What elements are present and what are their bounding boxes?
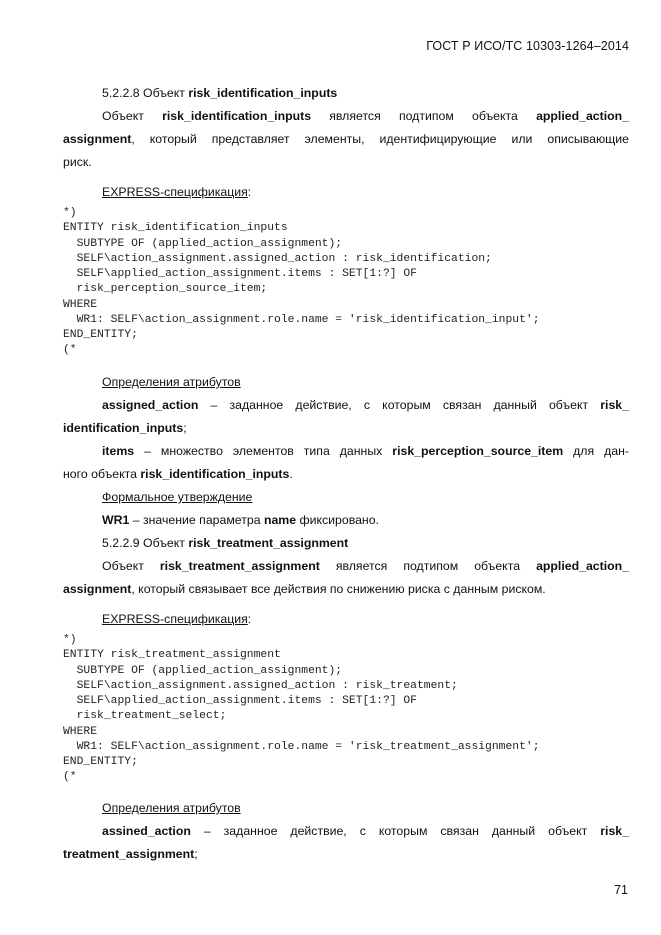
text: – значение параметра xyxy=(129,513,264,527)
paragraph-line xyxy=(63,581,629,597)
heading-entity-name: risk_identification_inputs xyxy=(188,86,338,100)
heading-number: 5.2.2.9 Объект xyxy=(102,536,189,550)
entity-name: assignment xyxy=(63,132,132,146)
attribute-name: assigned_action xyxy=(102,398,199,412)
text: – множество элементов типа данных xyxy=(134,444,393,458)
type-name: risk_perception_source_item xyxy=(392,444,564,458)
express-spec-label xyxy=(102,184,629,200)
entity-name: identification_inputs xyxy=(63,421,184,435)
attribute-name: items xyxy=(102,444,135,458)
text: является подтипом объекта xyxy=(319,559,537,573)
text: является подтипом объекта xyxy=(311,109,537,123)
attribute-definition-cont xyxy=(63,466,629,482)
text: ; xyxy=(194,847,198,861)
section-heading-5-2-2-9 xyxy=(102,535,629,551)
text: , который представляет элементы, идентифицирующие или описывающие xyxy=(131,132,629,146)
text: – заданное действие, с которым связан данный объект xyxy=(198,398,601,412)
heading-number: 5.2.2.8 Объект xyxy=(102,86,189,100)
rule-definition xyxy=(102,512,629,528)
paragraph-line: риск. xyxy=(63,155,92,169)
heading-entity-name: risk_treatment_assignment xyxy=(188,536,349,550)
text: . xyxy=(289,467,293,481)
entity-name: applied_action_ xyxy=(536,109,629,123)
attribute-definition xyxy=(102,823,629,839)
page-number: 71 xyxy=(614,883,628,897)
text: фиксировано. xyxy=(296,513,379,527)
text: – заданное действие, с которым связан данный объект xyxy=(190,824,601,838)
entity-name: risk_treatment_assignment xyxy=(159,559,320,573)
parameter-name: name xyxy=(263,513,297,527)
entity-name: risk_identification_inputs xyxy=(162,109,312,123)
paragraph-line xyxy=(102,558,629,574)
text: Объект xyxy=(102,559,160,573)
paragraph-line xyxy=(102,108,629,124)
text: ного объекта xyxy=(63,467,141,481)
attribute-definition xyxy=(102,397,629,413)
attribute-name: assined_action xyxy=(102,824,191,838)
colon: : xyxy=(247,185,252,199)
entity-name: risk_ xyxy=(600,398,629,412)
entity-name: applied_action_ xyxy=(536,559,629,573)
entity-name: risk_identification_inputs xyxy=(140,467,290,481)
entity-name: treatment_assignment xyxy=(63,847,195,861)
formal-proposition-heading: Формальное утверждение xyxy=(102,490,253,504)
text: , который связывает все действия по снижению риска с данным риском. xyxy=(131,582,546,596)
attribute-definition-cont xyxy=(63,420,629,436)
section-heading-5-2-2-8 xyxy=(102,85,629,101)
attributes-heading: Определения атрибутов xyxy=(102,801,241,815)
attribute-definition xyxy=(102,443,629,459)
entity-name: risk_ xyxy=(600,824,629,838)
text: для дан- xyxy=(563,444,629,458)
entity-name: assignment xyxy=(63,582,132,596)
paragraph-line xyxy=(63,131,629,147)
text: ; xyxy=(183,421,187,435)
express-link[interactable]: EXPRESS-спецификация xyxy=(102,185,248,199)
colon: : xyxy=(247,612,252,626)
running-header: ГОСТ Р ИСО/ТС 10303-1264–2014 xyxy=(426,39,629,53)
express-link[interactable]: EXPRESS-спецификация xyxy=(102,612,248,626)
express-code-block: *) ENTITY risk_treatment_assignment SUBTYPE OF (applied_action_assignment); SELF\action_assignment.assigned_action : risk_treatment; SELF\applied_action_assignment.items : SET[1:?] OF risk_treatment_select; WHERE WR1: SELF\action_assignment.role.name = 'risk_treatment_assignment'; END_ENTITY; (* xyxy=(63,634,540,784)
attributes-heading: Определения атрибутов xyxy=(102,375,241,389)
express-code-block: *) ENTITY risk_identification_inputs SUBTYPE OF (applied_action_assignment); SELF\action_assignment.assigned_action : risk_identification; SELF\applied_action_assignment.items : SET[1:?] OF risk_perception_source_item; WHERE WR1: SELF\action_assignment.role.name = 'risk_identification_input'; END_ENTITY; (* xyxy=(63,207,540,357)
express-spec-label xyxy=(102,611,629,627)
rule-name: WR1 xyxy=(102,513,130,527)
text: Объект xyxy=(102,109,163,123)
attribute-definition-cont xyxy=(63,846,629,862)
